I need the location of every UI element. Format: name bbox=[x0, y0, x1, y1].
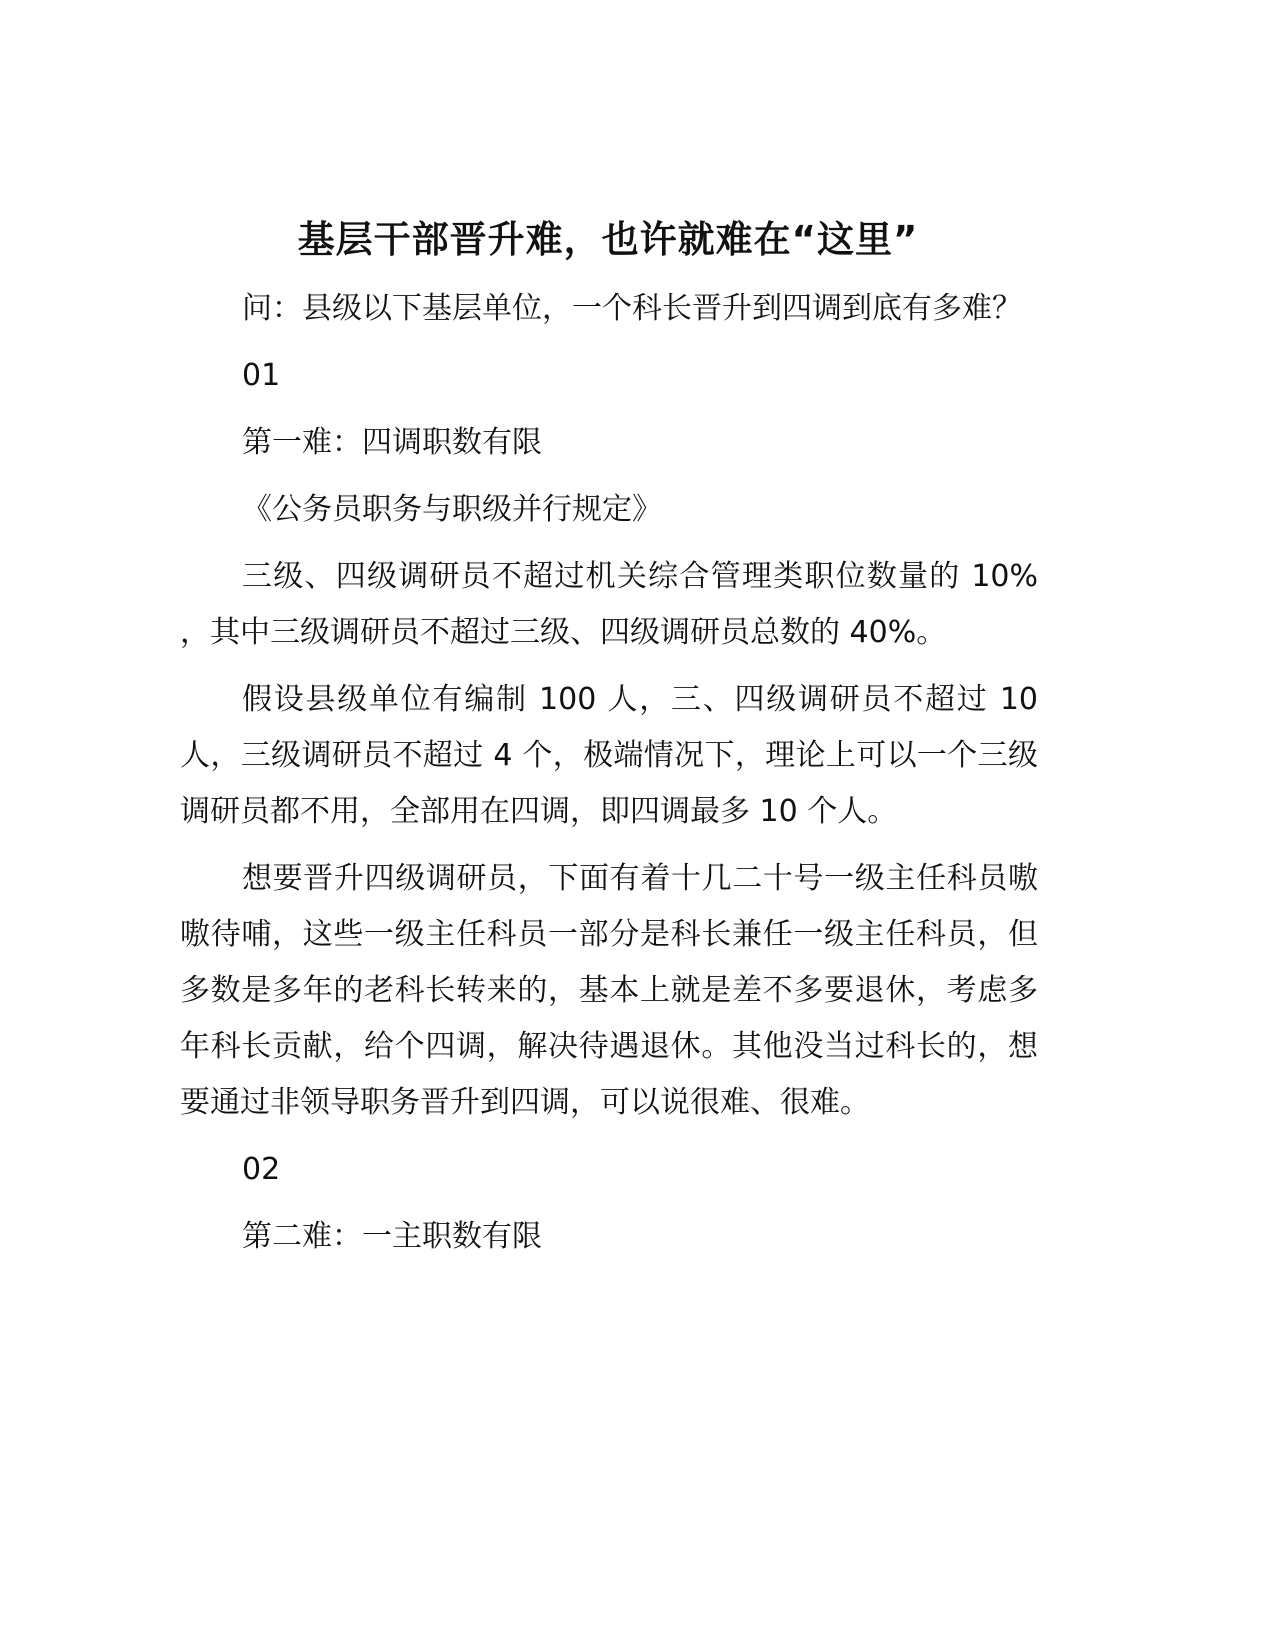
paragraph-competition: 想要晋升四级调研员，下面有着十几二十号一级主任科员嗷嗷待哺，这些一级主任科员一部分是科长兼任一级主任科员，但多数是多年的老科长转来的，基本上就是差不多要退休，考虑多年科长贡献，给个四调，解决待遇退休。其他没当过科长的，想要通过非领导职务晋升到四调，可以说很难、很难。 bbox=[180, 861, 1038, 1120]
paragraph-quota-rule: 三级、四级调研员不超过机关综合管理类职位数量的 10% ，其中三级调研员不超过三级、四级调研员总数的 40%。 bbox=[180, 559, 1038, 650]
paragraph-question: 问：县级以下基层单位，一个科长晋升到四调到底有多难？ bbox=[242, 291, 1022, 326]
section-heading-first-difficulty: 第一难：四调职数有限 bbox=[242, 425, 542, 460]
document-title: 基层干部晋升难，也许就难在“这里” bbox=[297, 218, 919, 261]
section-number-01: 01 bbox=[242, 358, 281, 393]
section-heading-second-difficulty: 第二难：一主职数有限 bbox=[242, 1219, 542, 1254]
paragraph-example: 假设县级单位有编制 100 人，三、四级调研员不超过 10 人，三级调研员不超过 4 个，极端情况下，理论上可以一个三级调研员都不用，全部用在四调，即四调最多 10 个人。 bbox=[180, 682, 1038, 829]
section-number-02: 02 bbox=[242, 1152, 281, 1187]
document-body bbox=[180, 281, 1038, 1276]
regulation-title: 《公务员职务与职级并行规定》 bbox=[242, 492, 662, 527]
